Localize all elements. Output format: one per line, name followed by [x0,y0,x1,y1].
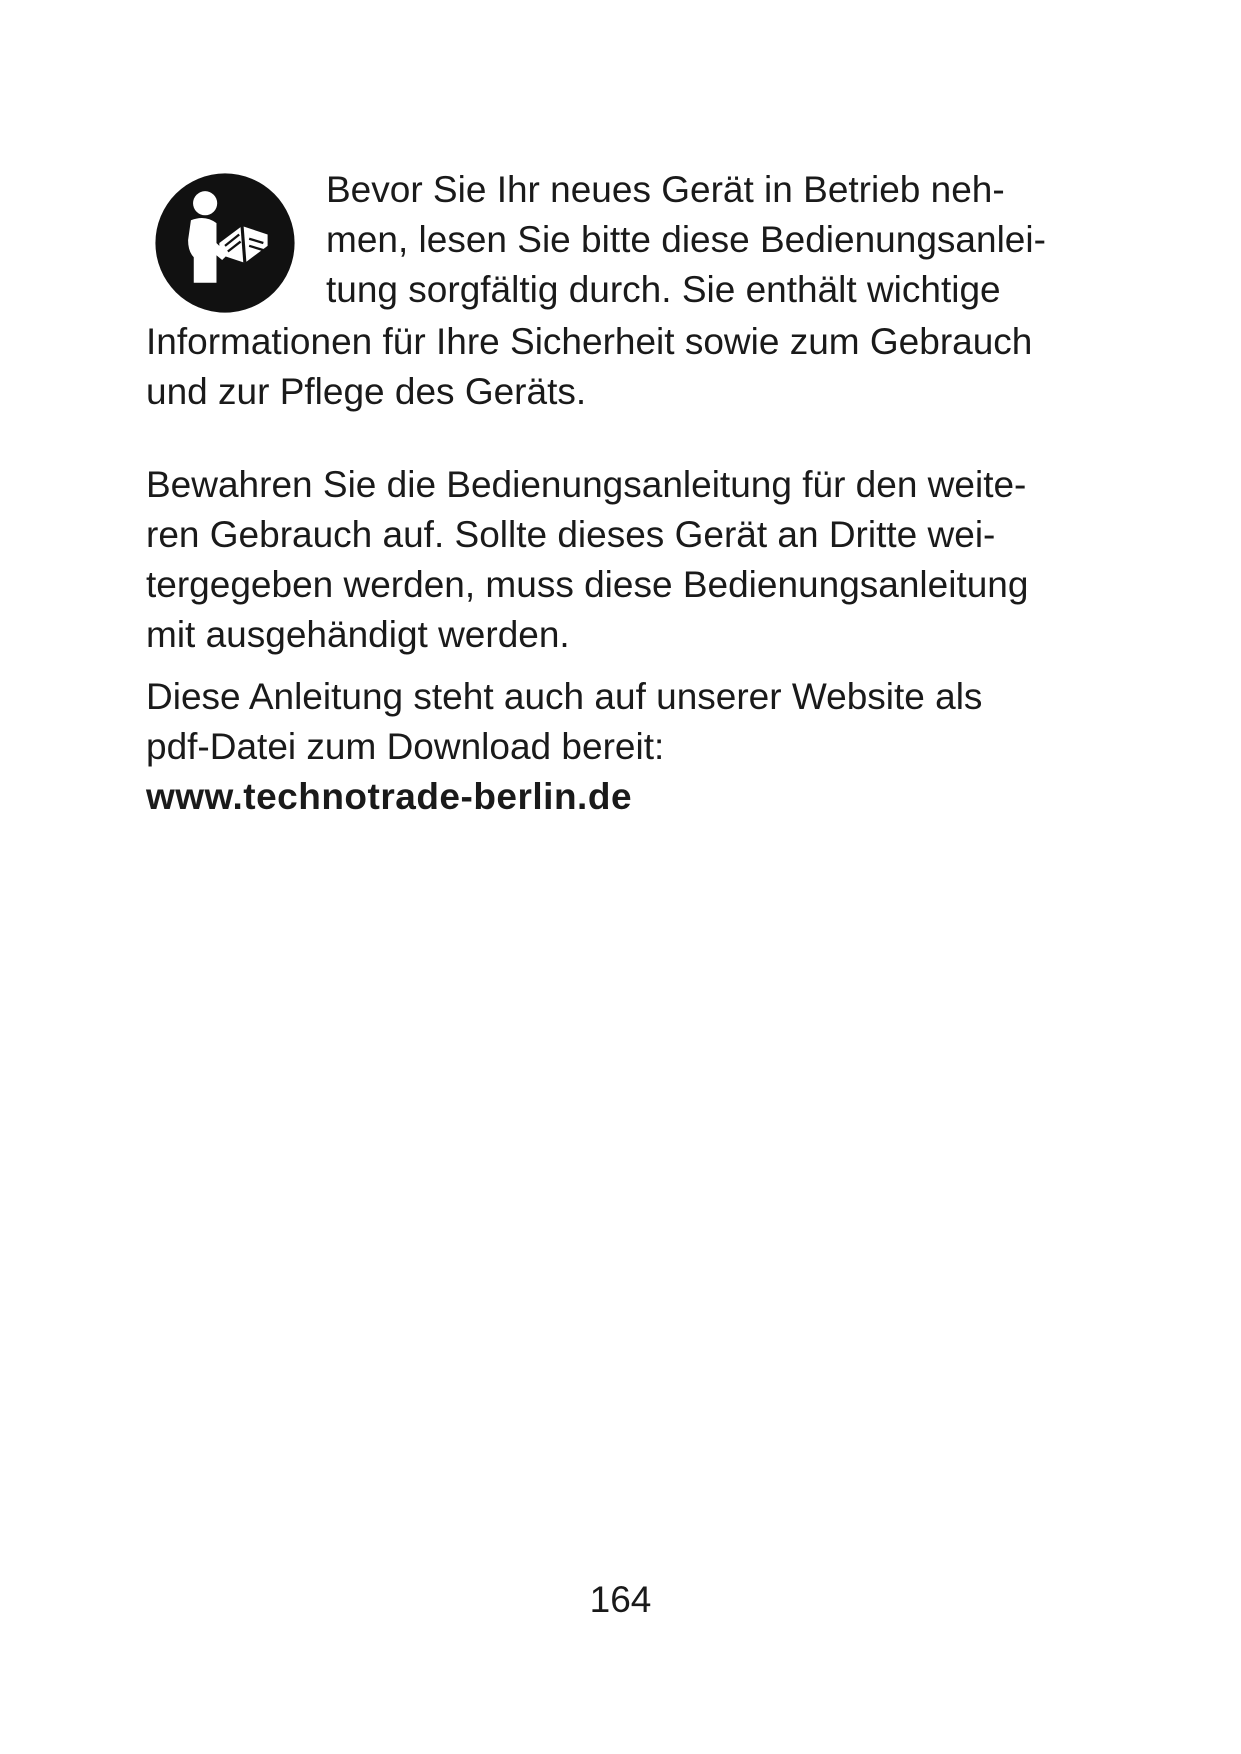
website-link[interactable]: www.technotrade-berlin.de [146,776,633,817]
retain-line: Bewahren Sie die Bedienungsanleitung für den weite- [146,464,1027,505]
retain-line: tergegeben werden, muss diese Bedienungsanleitung [146,564,1029,605]
read-manual-icon [154,172,296,314]
intro-line: Bevor Sie Ihr neues Gerät in Betrieb neh- [326,169,1005,210]
retain-line: ren Gebrauch auf. Sollte dieses Gerät an Dritte wei- [146,514,996,555]
retain-paragraph [146,460,1028,660]
page-number: 164 [589,1579,652,1620]
retain-line: mit ausgehändigt werden. [146,614,570,655]
intro-paragraph-full [146,317,1032,417]
download-paragraph [146,672,982,822]
download-line: pdf-Datei zum Download bereit: [146,726,665,767]
intro-line: tung sorgfältig durch. Sie enthält wichtige [326,269,1001,310]
intro-paragraph-wrapped [326,165,1046,315]
intro-line: und zur Pflege des Geräts. [146,371,587,412]
intro-line: men, lesen Sie bitte diese Bedienungsanlei- [326,219,1046,260]
intro-line: Informationen für Ihre Sicherheit sowie zum Gebrauch [146,321,1033,362]
download-line: Diese Anleitung steht auch auf unserer Website als [146,676,983,717]
